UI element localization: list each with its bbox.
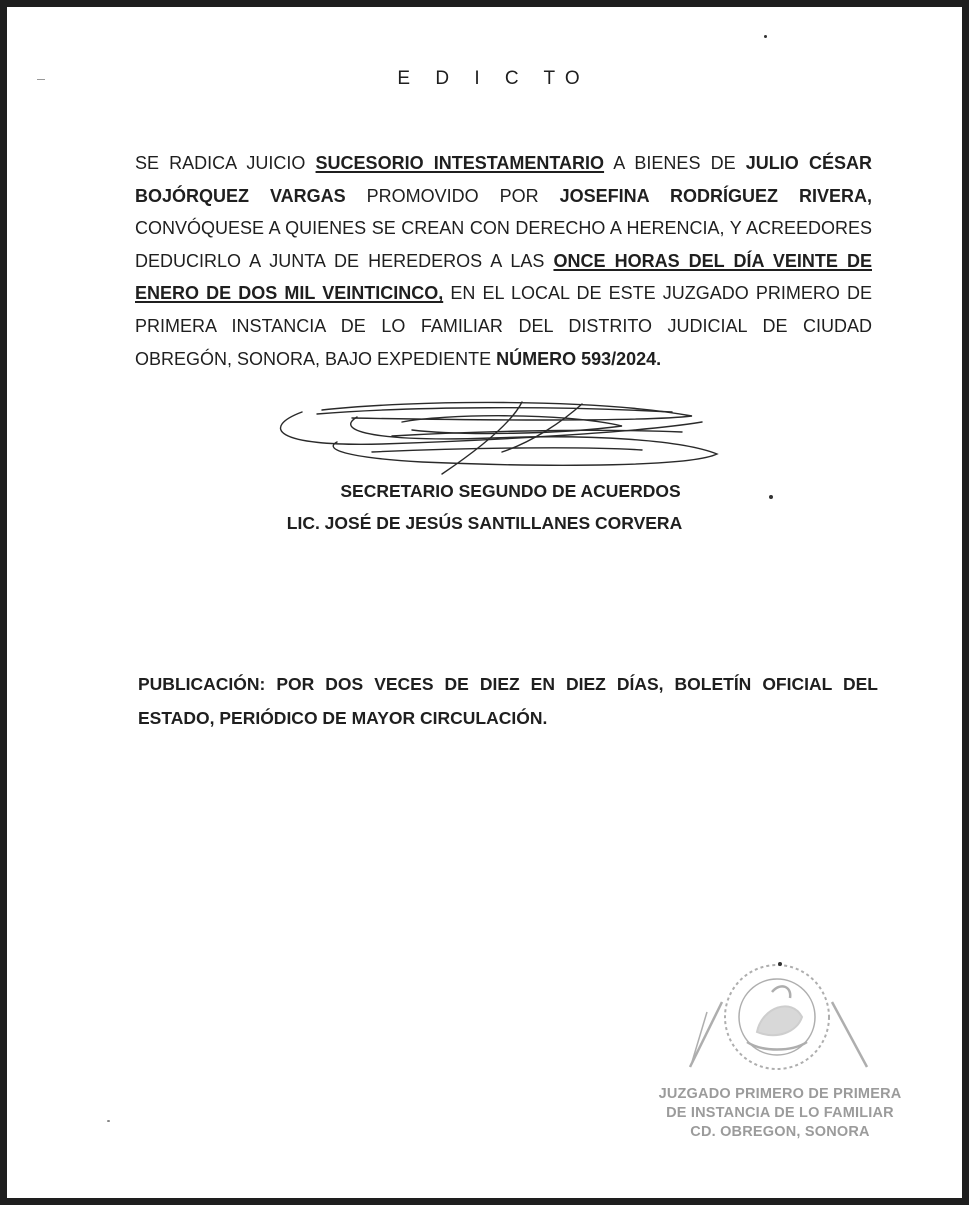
seal-line-3: CD. OBREGON, SONORA [690, 1124, 870, 1140]
publication-note: PUBLICACIÓN: POR DOS VECES DE DIEZ EN DIEZ DÍAS, BOLETÍN OFICIAL DEL ESTADO, PERIÓDICO DE MAYOR CIRCULACIÓN. [138, 674, 878, 728]
seal-line-2: DE INSTANCIA DE LO FAMILIAR [666, 1105, 894, 1121]
deceased-name: JULIO CÉSAR BOJÓRQUEZ VARGAS [135, 153, 872, 206]
court-seal-text [655, 1085, 905, 1142]
signatory-position: SECRETARIO SEGUNDO DE ACUERDOS [340, 481, 681, 501]
body-text-1: SE RADICA JUICIO [135, 153, 316, 173]
scan-speck [107, 1120, 110, 1122]
edict-body [135, 147, 872, 375]
body-text-9: EN EL LOCAL DE ESTE JUZGADO PRIMERO DE PRIMERA INSTANCIA DE LO FAMILIAR DEL DISTRITO JUDICIAL DE CIUDAD OBREGÓN, SONORA, BAJO EXPEDIENTE [135, 283, 872, 369]
scan-speck [769, 495, 773, 499]
body-text-7: CONVÓQUESE A QUIENES SE CREAN CON DERECHO A HERENCIA, Y ACREEDORES DEDUCIRLO A JUNTA DE HEREDEROS A LAS [135, 218, 872, 271]
document-title: E D I C TO [397, 68, 590, 89]
scan-speck [37, 79, 45, 80]
body-text-5: PROMOVIDO POR [345, 185, 560, 206]
trial-type: SUCESORIO INTESTAMENTARIO [315, 153, 605, 173]
hearing-date: ONCE HORAS DEL DÍA VEINTE DE ENERO DE DOS MIL VEINTICINCO, [135, 250, 872, 304]
scan-speck [764, 35, 767, 38]
signatory-name: LIC. JOSÉ DE JESÚS SANTILLANES CORVERA [286, 513, 683, 533]
body-text-3: A BIENES DE [604, 153, 746, 173]
case-number: NÚMERO 593/2024. [496, 348, 662, 369]
handwritten-signature [262, 392, 732, 482]
promoter-name: JOSEFINA RODRÍGUEZ RIVERA, [559, 185, 872, 206]
signature-block [7, 475, 962, 539]
seal-line-1: JUZGADO PRIMERO DE PRIMERA [658, 1086, 902, 1102]
